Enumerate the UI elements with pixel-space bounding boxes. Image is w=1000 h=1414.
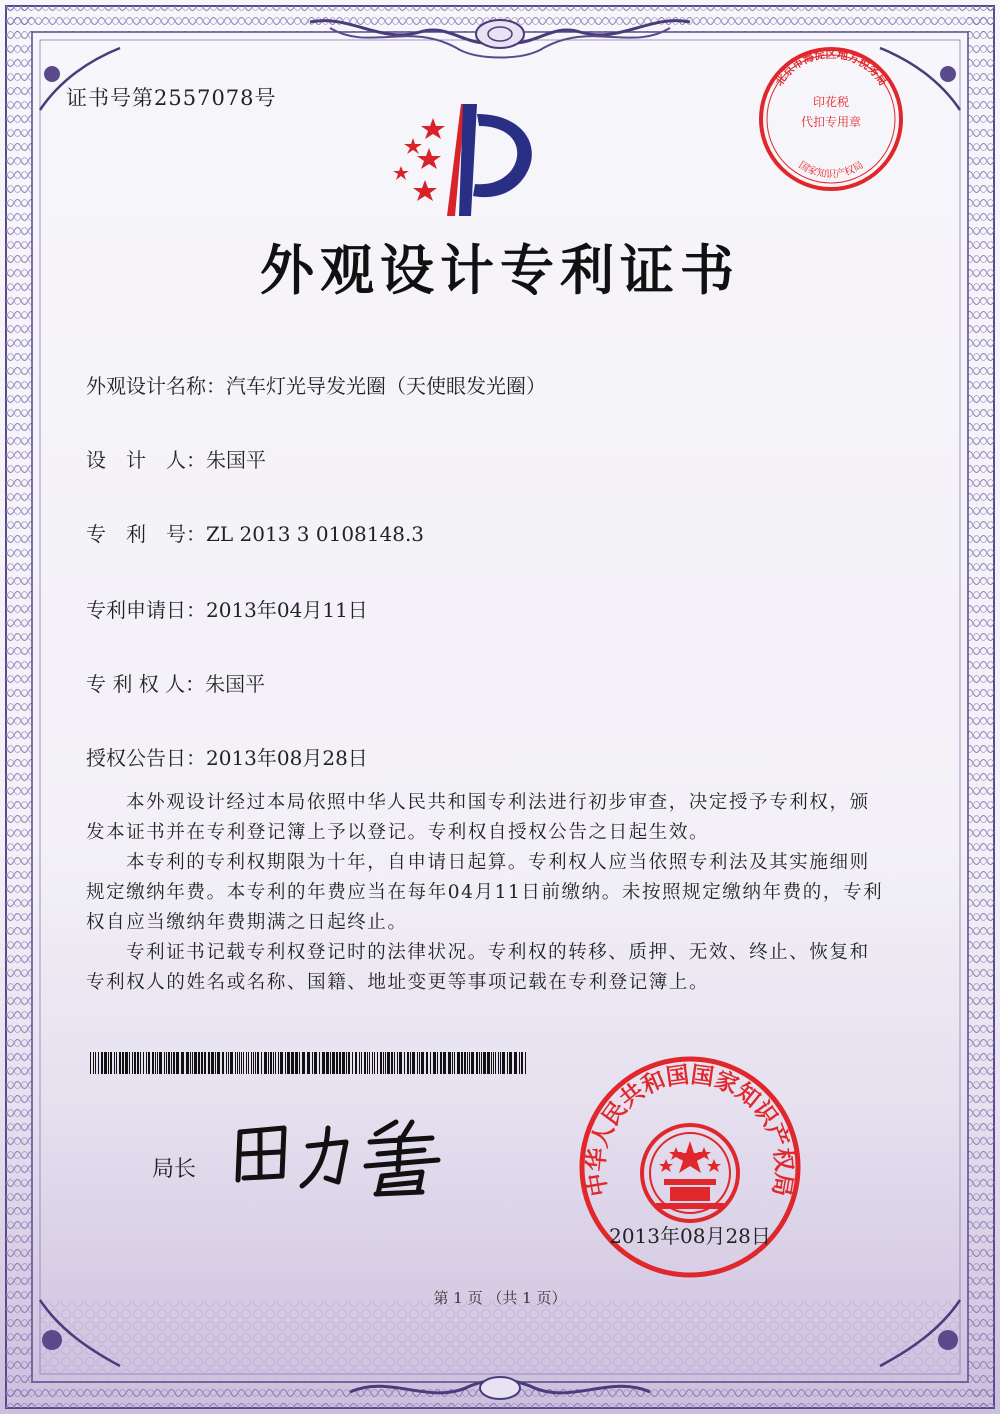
barcode-bar bbox=[342, 1052, 345, 1074]
barcode-bar bbox=[443, 1052, 446, 1074]
certificate-body bbox=[86, 788, 886, 998]
barcode-bar bbox=[226, 1052, 227, 1074]
barcode-bar bbox=[479, 1052, 480, 1074]
barcode-bar bbox=[312, 1052, 313, 1074]
barcode-bar bbox=[359, 1052, 360, 1074]
barcode-bar bbox=[268, 1052, 269, 1074]
barcode-bar bbox=[377, 1052, 378, 1074]
barcode-bar bbox=[302, 1052, 305, 1074]
barcode-bar bbox=[90, 1052, 91, 1074]
barcode-bar bbox=[159, 1052, 162, 1074]
barcode-bar bbox=[493, 1052, 494, 1074]
barcode-bar bbox=[394, 1052, 395, 1074]
certificate-title: 外观设计专利证书 bbox=[260, 239, 740, 302]
field-grant-date bbox=[86, 742, 368, 771]
grant-date-value: 2013年08月28日 bbox=[206, 746, 368, 770]
barcode-bar bbox=[372, 1052, 373, 1074]
barcode-bar bbox=[448, 1052, 451, 1074]
barcode-bar bbox=[291, 1052, 294, 1074]
barcode-bar bbox=[211, 1052, 214, 1074]
barcode-bar bbox=[500, 1052, 501, 1074]
barcode-bar bbox=[215, 1052, 216, 1074]
barcode-bar bbox=[514, 1052, 517, 1074]
barcode-bar bbox=[181, 1052, 184, 1074]
director-label: 局长 bbox=[152, 1157, 197, 1182]
barcode-bar bbox=[255, 1052, 256, 1074]
svg-text:中华人民共和国国家知识产权局 bbox=[583, 1062, 797, 1198]
barcode-bar bbox=[194, 1052, 197, 1074]
barcode-bar bbox=[155, 1052, 156, 1074]
barcode-bar bbox=[273, 1052, 274, 1074]
barcode-bar bbox=[407, 1052, 409, 1074]
barcode-bar bbox=[352, 1052, 353, 1074]
barcode-bar bbox=[95, 1052, 96, 1074]
barcode-bar bbox=[380, 1052, 382, 1074]
barcode-bar bbox=[387, 1052, 390, 1074]
barcode bbox=[90, 1052, 530, 1074]
barcode-bar bbox=[287, 1052, 290, 1074]
barcode-bar bbox=[122, 1052, 124, 1074]
barcode-bar bbox=[248, 1052, 249, 1074]
barcode-bar bbox=[319, 1052, 320, 1074]
barcode-bar bbox=[190, 1052, 191, 1074]
barcode-bar bbox=[217, 1052, 220, 1074]
filing-date-label: 专利申请日： bbox=[86, 598, 206, 622]
field-filing-date bbox=[86, 594, 368, 623]
barcode-bar bbox=[173, 1052, 175, 1074]
tax-seal-bottom-text: 国家知识产权局 bbox=[796, 159, 866, 181]
barcode-bar bbox=[192, 1052, 193, 1074]
barcode-bar bbox=[243, 1052, 244, 1074]
barcode-bar bbox=[509, 1052, 512, 1074]
barcode-bar bbox=[264, 1052, 267, 1074]
barcode-bar bbox=[201, 1052, 203, 1074]
tax-seal-outer-text: 北京市海淀区地方税务局 bbox=[772, 47, 890, 89]
grant-date-label: 授权公告日： bbox=[86, 746, 206, 770]
barcode-bar bbox=[502, 1052, 505, 1074]
barcode-bar bbox=[208, 1052, 210, 1074]
barcode-bar bbox=[332, 1052, 335, 1074]
barcode-bar bbox=[440, 1052, 442, 1074]
barcode-bar bbox=[364, 1052, 366, 1074]
design-name-label: 外观设计名称： bbox=[86, 374, 226, 398]
barcode-bar bbox=[119, 1052, 121, 1074]
barcode-bar bbox=[471, 1052, 474, 1074]
barcode-bar bbox=[525, 1052, 526, 1074]
barcode-bar bbox=[295, 1052, 298, 1074]
field-patent-number bbox=[86, 518, 424, 547]
barcode-bar bbox=[391, 1052, 393, 1074]
barcode-bar bbox=[498, 1052, 499, 1074]
office-seal-text: 中华人民共和国国家知识产权局 bbox=[583, 1062, 797, 1198]
barcode-bar bbox=[355, 1052, 357, 1074]
barcode-bar bbox=[330, 1052, 331, 1074]
tax-seal-inner-2: 代扣专用章 bbox=[800, 115, 862, 129]
barcode-bar bbox=[116, 1052, 117, 1074]
barcode-bar bbox=[487, 1052, 490, 1074]
barcode-bar bbox=[454, 1052, 455, 1074]
barcode-bar bbox=[507, 1052, 508, 1074]
barcode-bar bbox=[235, 1052, 236, 1074]
barcode-bar bbox=[261, 1052, 262, 1074]
barcode-bar bbox=[137, 1052, 139, 1074]
barcode-bar bbox=[198, 1052, 200, 1074]
barcode-bar bbox=[146, 1052, 147, 1074]
barcode-bar bbox=[421, 1052, 424, 1074]
barcode-bar bbox=[108, 1052, 109, 1074]
barcode-bar bbox=[204, 1052, 206, 1074]
barcode-bar bbox=[519, 1052, 520, 1074]
barcode-bar bbox=[129, 1052, 130, 1074]
field-design-name bbox=[86, 370, 546, 399]
barcode-bar bbox=[437, 1052, 438, 1074]
barcode-bar bbox=[348, 1052, 350, 1074]
barcode-bar bbox=[278, 1052, 279, 1074]
barcode-bar bbox=[426, 1052, 428, 1074]
barcode-bar bbox=[98, 1052, 99, 1074]
svg-text:北京市海淀区地方税务局 bbox=[772, 47, 889, 89]
barcode-bar bbox=[385, 1052, 386, 1074]
body-paragraph-2: 本专利的专利权期限为十年，自申请日起算。专利权人应当依照专利法及其实施细则规定缴纳年费。本专利的年费应当在每年04月11日前缴纳。未按照规定缴纳年费的，专利权自应当缴纳年费期满之日起终止。 bbox=[86, 852, 884, 933]
barcode-bar bbox=[134, 1052, 136, 1074]
barcode-bar bbox=[280, 1052, 283, 1074]
barcode-bar bbox=[412, 1052, 415, 1074]
barcode-bar bbox=[464, 1052, 466, 1074]
barcode-bar bbox=[257, 1052, 259, 1074]
barcode-bar bbox=[110, 1052, 112, 1074]
patent-number-label: 专 利 号： bbox=[86, 522, 206, 546]
barcode-bar bbox=[299, 1052, 300, 1074]
barcode-bar bbox=[270, 1052, 272, 1074]
barcode-bar bbox=[166, 1052, 167, 1074]
seal-date: 2013年08月28日 bbox=[609, 1224, 771, 1248]
barcode-bar bbox=[361, 1052, 362, 1074]
barcode-bar bbox=[326, 1052, 329, 1074]
barcode-bar bbox=[410, 1052, 411, 1074]
barcode-bar bbox=[237, 1052, 238, 1074]
barcode-bar bbox=[104, 1052, 107, 1074]
barcode-bar bbox=[125, 1052, 128, 1074]
barcode-bar bbox=[171, 1052, 172, 1074]
barcode-bar bbox=[222, 1052, 224, 1074]
barcode-bar bbox=[152, 1052, 154, 1074]
designer-value: 朱国平 bbox=[206, 448, 266, 472]
barcode-bar bbox=[168, 1052, 170, 1074]
barcode-bar bbox=[383, 1052, 384, 1074]
barcode-bar bbox=[164, 1052, 165, 1074]
barcode-bar bbox=[339, 1052, 341, 1074]
barcode-bar bbox=[457, 1052, 460, 1074]
field-designer bbox=[86, 444, 266, 473]
field-patentee bbox=[86, 668, 265, 697]
barcode-bar bbox=[101, 1052, 103, 1074]
barcode-bar bbox=[374, 1052, 375, 1074]
barcode-bar bbox=[461, 1052, 463, 1074]
patentee-value: 朱国平 bbox=[205, 672, 266, 696]
design-name-value: 汽车灯光导发光圈（天使眼发光圈） bbox=[226, 374, 546, 398]
barcode-bar bbox=[132, 1052, 133, 1074]
barcode-bar bbox=[114, 1052, 115, 1074]
barcode-bar bbox=[157, 1052, 158, 1074]
body-paragraph-1: 本外观设计经过本局依照中华人民共和国专利法进行初步审查，决定授予专利权，颁发本证书并在专利登记簿上予以登记。专利权自授权公告之日起生效。 bbox=[86, 792, 870, 843]
certificate-number: 证书号第2557078号 bbox=[66, 86, 277, 110]
barcode-bar bbox=[521, 1052, 523, 1074]
barcode-bar bbox=[143, 1052, 144, 1074]
barcode-bar bbox=[228, 1052, 229, 1074]
barcode-bar bbox=[452, 1052, 453, 1074]
barcode-bar bbox=[241, 1052, 242, 1074]
barcode-bar bbox=[419, 1052, 420, 1074]
filing-date-value: 2013年04月11日 bbox=[206, 598, 368, 622]
barcode-bar bbox=[369, 1052, 370, 1074]
patentee-label: 专 利 权 人： bbox=[86, 672, 206, 696]
barcode-bar bbox=[430, 1052, 431, 1074]
body-paragraph-3: 专利证书记载专利权登记时的法律状况。专利权的转移、质押、无效、终止、恢复和专利权人的姓名或名称、国籍、地址变更等事项记载在专利登记簿上。 bbox=[86, 942, 870, 993]
barcode-bar bbox=[483, 1052, 486, 1074]
barcode-bar bbox=[491, 1052, 492, 1074]
barcode-bar bbox=[322, 1052, 325, 1074]
barcode-bar bbox=[275, 1052, 276, 1074]
barcode-bar bbox=[367, 1052, 368, 1074]
barcode-bar bbox=[230, 1052, 233, 1074]
barcode-bar bbox=[148, 1052, 150, 1074]
barcode-bar bbox=[307, 1052, 310, 1074]
svg-text:国家知识产权局 bbox=[797, 159, 866, 180]
barcode-bar bbox=[314, 1052, 317, 1074]
barcode-bar bbox=[467, 1052, 468, 1074]
barcode-bar bbox=[404, 1052, 405, 1074]
barcode-bar bbox=[433, 1052, 436, 1074]
patent-number-value: ZL 2013 3 0108148.3 bbox=[206, 522, 425, 546]
designer-label: 设 计 人： bbox=[86, 448, 206, 472]
barcode-bar bbox=[239, 1052, 240, 1074]
barcode-bar bbox=[397, 1052, 398, 1074]
barcode-bar bbox=[246, 1052, 247, 1074]
barcode-bar bbox=[140, 1052, 141, 1074]
barcode-bar bbox=[346, 1052, 347, 1074]
barcode-bar bbox=[285, 1052, 286, 1074]
barcode-bar bbox=[417, 1052, 418, 1074]
patent-office-logo bbox=[385, 98, 555, 223]
barcode-bar bbox=[481, 1052, 482, 1074]
tax-seal-inner-1: 印花税 bbox=[812, 95, 850, 109]
barcode-bar bbox=[336, 1052, 338, 1074]
page-number: 第 1 页 （共 1 页） bbox=[433, 1289, 567, 1307]
barcode-bar bbox=[93, 1052, 94, 1074]
barcode-bar bbox=[186, 1052, 189, 1074]
national-emblem-icon bbox=[642, 1125, 738, 1221]
barcode-bar bbox=[476, 1052, 478, 1074]
director-signature bbox=[226, 1110, 466, 1200]
barcode-bar bbox=[399, 1052, 402, 1074]
barcode-bar bbox=[495, 1052, 496, 1074]
barcode-bar bbox=[251, 1052, 252, 1074]
barcode-bar bbox=[253, 1052, 254, 1074]
barcode-bar bbox=[176, 1052, 179, 1074]
barcode-bar bbox=[469, 1052, 470, 1074]
tax-stamp-seal bbox=[756, 44, 906, 194]
